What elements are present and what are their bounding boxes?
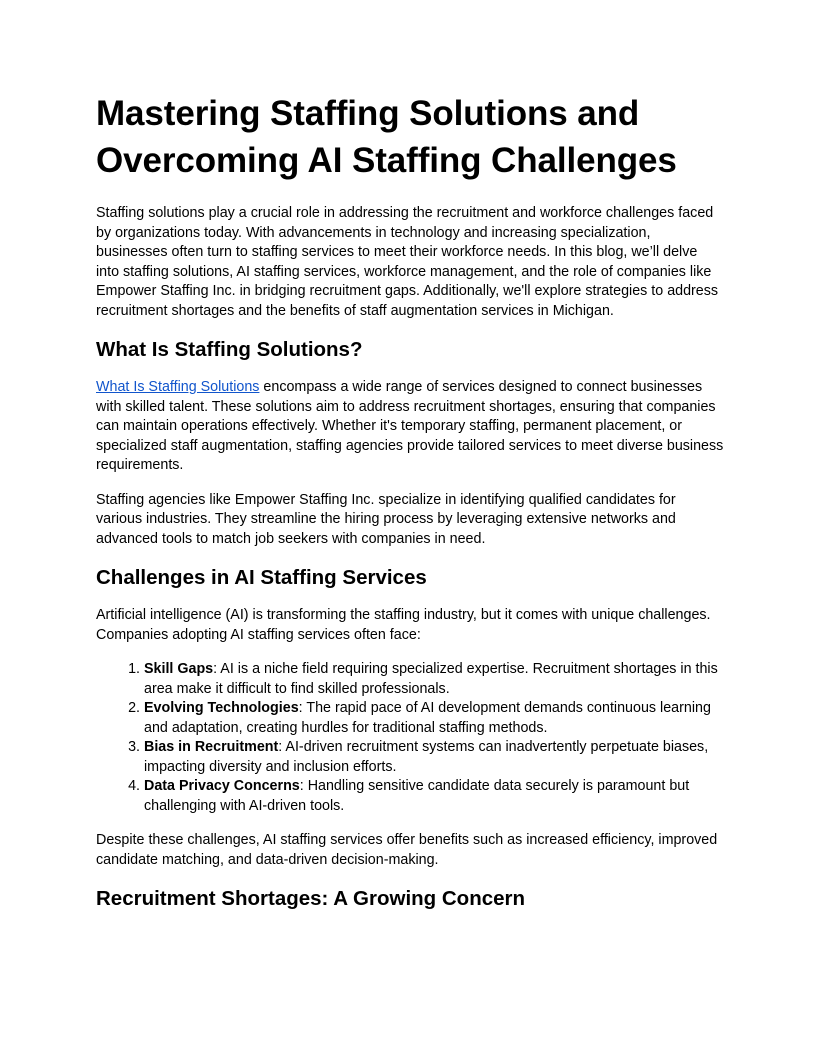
challenges-list bbox=[96, 660, 724, 816]
section2-paragraph-2: Despite these challenges, AI staffing services offer benefits such as increased efficiency, improved candidate matching, and data-driven decision-making. bbox=[96, 832, 718, 868]
section1-paragraph-1-text: encompass a wide range of services designed to connect businesses with skilled talent. These solutions aim to address recruitment shortages, ensuring that companies can maintain operations effectively. Whether it's temporary staffing, permanent placement, or specialized staff augmentation, staffing agencies provide tailored services to meet diverse business requirements. bbox=[96, 379, 724, 473]
list-item-term: Evolving Technologies bbox=[144, 700, 299, 716]
document-page bbox=[96, 90, 724, 927]
document-title: Mastering Staffing Solutions and Overcoming AI Staffing Challenges bbox=[96, 94, 677, 180]
list-item bbox=[144, 660, 724, 699]
intro-paragraph: Staffing solutions play a crucial role in addressing the recruitment and workforce challenges faced by organizations today. With advancements in technology and increasing specialization, businesses often turn to staffing services to meet their workforce needs. In this blog, we’ll delve into staffing solutions, AI staffing services, workforce management, and the role of companies like Empower Staffing Inc. in bridging recruitment gaps. Additionally, we'll explore strategies to address recruitment shortages and the benefits of staff augmentation services in Michigan. bbox=[96, 205, 719, 319]
list-item-desc: : AI is a niche field requiring specialized expertise. Recruitment shortages in this area make it difficult to find skilled professionals. bbox=[144, 661, 718, 697]
section-heading-ai-challenges: Challenges in AI Staffing Services bbox=[96, 566, 427, 589]
list-item bbox=[144, 699, 724, 738]
list-item bbox=[144, 738, 724, 777]
what-is-staffing-solutions-link[interactable]: What Is Staffing Solutions bbox=[96, 379, 260, 395]
section2-paragraph-1: Artificial intelligence (AI) is transforming the staffing industry, but it comes with unique challenges. Companies adopting AI staffing services often face: bbox=[96, 607, 711, 643]
list-item-desc: : The rapid pace of AI development demands continuous learning and adaptation, creating hurdles for traditional staffing methods. bbox=[144, 700, 711, 736]
list-item-desc: : AI-driven recruitment systems can inadvertently perpetuate biases, impacting diversity and inclusion efforts. bbox=[144, 739, 709, 775]
list-item-desc: : Handling sensitive candidate data securely is paramount but challenging with AI-driven tools. bbox=[144, 778, 690, 814]
list-item-term: Skill Gaps bbox=[144, 661, 214, 677]
section1-paragraph-2: Staffing agencies like Empower Staffing Inc. specialize in identifying qualified candidates for various industries. They streamline the hiring process by leveraging extensive networks and advanced tools to match job seekers with companies in need. bbox=[96, 491, 676, 547]
section1-paragraph-1 bbox=[96, 378, 724, 476]
list-item-term: Bias in Recruitment bbox=[144, 739, 279, 755]
section-heading-recruitment-shortages: Recruitment Shortages: A Growing Concern bbox=[96, 887, 526, 910]
list-item bbox=[144, 777, 724, 816]
list-item-term: Data Privacy Concerns bbox=[144, 778, 300, 794]
section-heading-what-is-staffing: What Is Staffing Solutions? bbox=[96, 338, 363, 361]
